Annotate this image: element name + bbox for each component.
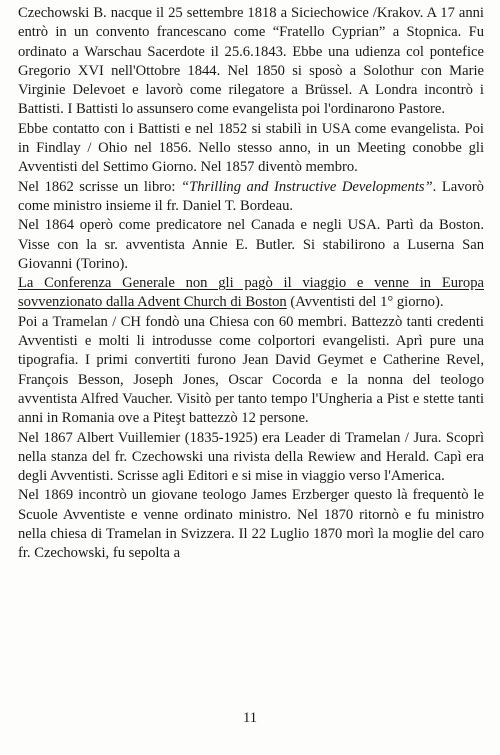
book-title: “Thrilling and Instructive Developments” [181,178,433,195]
paragraph-6 [18,313,484,429]
paragraph-5 [18,274,484,313]
paragraph-text: Nel 1864 operò come predicatore nel Canada e negli USA. Partì da Boston. Visse con la sr. avventista Annie E. Butler. Si stabilirono a Luserna San Giovanni (Torino). [18,217,484,272]
paragraph-3 [18,178,484,217]
paragraph-text: Nel 1867 Albert Vuillemier (1835-1925) era Leader di Tramelan / Jura. Scoprì nella stanza del fr. Czechowski una rivista della Rewiew and Herald. Capì era degli Avventisti. Scrisse agli Editori e si mise in viaggio verso l'America. [18,429,484,485]
paragraph-8 [18,486,484,563]
paragraph-2 [18,120,484,178]
paragraph-text: Czechowski B. nacque il 25 settembre 1818 a Siciechowice /Krakov. A 17 anni entrò in un convento francescano come “Fratello Cyprian” a Stopnica. Fu ordinato a Warschau Sacerdote il 25.6.1843. Ebbe una udienza col pontefice Gregorio XVI nell'Ottobre 1844. Nel 1850 si sposò a Solothur con Marie Virginie Delevoet e lavorò come rilegatore a Brüssel. A Londra incontrò i Battisti. I Battisti lo assunsero come evangelista poi l'ordinarono Pastore. [18,5,484,118]
paragraph-text: . Lavorò come ministro insieme il fr. Daniel T. Bordeau. [18,178,484,214]
underlined-text: La Conferenza Generale non gli pagò il viaggio e venne in Europa sovvenzionato dalla Advent Church di Boston [18,275,484,311]
body-text [18,4,484,564]
paragraph-text: (Avventisti del 1° giorno). [286,294,444,311]
paragraph-7 [18,429,484,487]
paragraph-text: Poi a Tramelan / CH fondò una Chiesa con 60 membri. Battezzò tanti credenti Avventisti e molti li introdusse come colportori evangelisti. Aprì pure una tipografia. I primi convertiti furono Jean David Geymet e Catherine Revel, François Besson, Joseph Jones, Oscar Cocorda e la nonna del teologo avventista Alfred Vaucher. Visitò per tanto tempo l'Ungheria a Pist e stette tanti anni in Romania ove a Piteşt battezzò 12 persone. [18,313,484,427]
paragraph-text: Nel 1869 incontrò un giovane teologo James Erzberger questo là frequentò le Scuole Avventiste e venne ordinato ministro. Nel 1870 ritornò e fu ministro nella chiesa di Tramelan in Svizzera. Il 22 Luglio 1870 morì la moglie del caro fr. Czechowski, fu sepolta a [18,487,484,562]
paragraph-text: Ebbe contatto con i Battisti e nel 1852 si stabilì in USA come evangelista. Poi in Findlay / Ohio nel 1856. Nello stesso anno, in un Meeting conobbe gli Avventisti del Settimo Giorno. Nel 1857 diventò membro. [18,120,484,176]
paragraph-1 [18,4,484,120]
paragraph-4 [18,216,484,274]
page-number: 11 [242,710,258,726]
paragraph-text: Nel 1862 scrisse un libro: [18,178,181,195]
